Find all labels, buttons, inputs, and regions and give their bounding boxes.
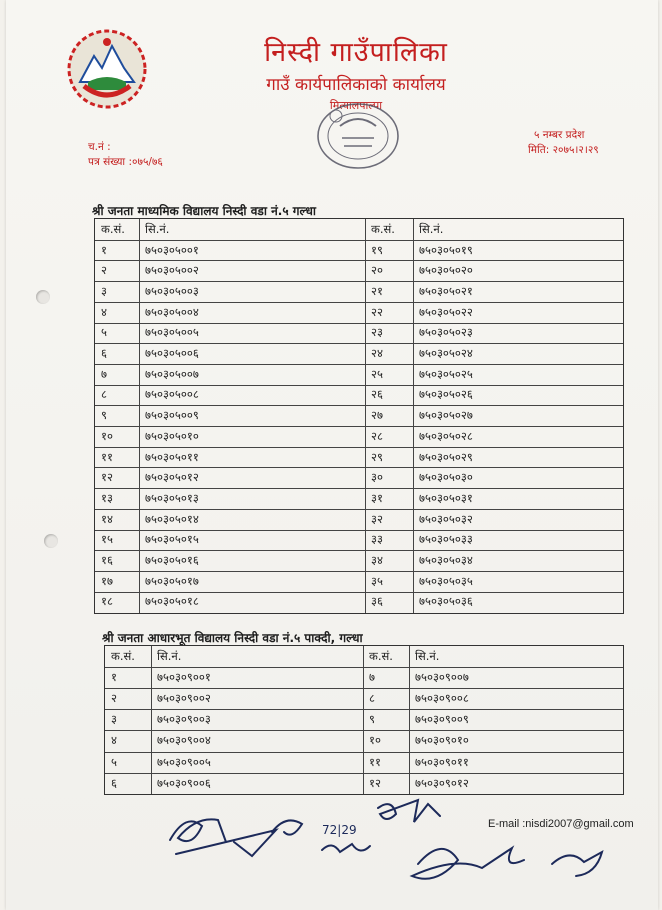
roll-number-cell: ७५०३०९००६ (157, 775, 211, 790)
column-header: सि.नं. (145, 221, 170, 236)
roll-number-cell: ७५०३०५०१६ (145, 553, 199, 568)
serial-cell: १३ (101, 490, 113, 505)
office-subtitle: गाउँ कार्यपालिकाको कार्यालय (266, 75, 446, 95)
roll-number-cell: ७५०३०५०३० (419, 470, 473, 485)
roll-number-cell: ७५०३०५०२८ (419, 428, 473, 443)
roll-number-cell: ७५०३०९००४ (157, 733, 211, 748)
roll-number-cell: ७५०३०५०२७ (419, 408, 473, 423)
serial-cell: ९ (101, 408, 107, 423)
column-divider (409, 646, 410, 794)
column-header: क.सं. (371, 221, 395, 236)
roll-number-cell: ७५०३०५००६ (145, 346, 199, 361)
roll-number-cell: ७५०३०९००५ (157, 754, 211, 769)
roll-number-cell: ७५०३०५०२९ (419, 449, 473, 464)
serial-cell: ३ (101, 283, 107, 298)
serial-cell: ३० (371, 470, 383, 485)
serial-cell: ३६ (371, 594, 383, 609)
table1-title: श्री जनता माध्यमिक विद्यालय निस्दी वडा नं.५ गल्धा (92, 204, 316, 218)
roll-number-cell: ७५०३०५००२ (145, 263, 199, 278)
column-header: सि.नं. (419, 221, 444, 236)
serial-cell: २४ (371, 346, 383, 361)
roll-number-cell: ७५०३०५०३२ (419, 511, 473, 526)
serial-cell: ११ (101, 449, 113, 464)
roll-number-cell: ७५०३०५०२१ (419, 283, 473, 298)
serial-cell: ६ (101, 346, 107, 361)
serial-cell: ६ (111, 775, 117, 790)
serial-cell: १६ (101, 553, 113, 568)
serial-cell: १४ (101, 511, 113, 526)
serial-cell: १२ (369, 775, 381, 790)
roll-number-cell: ७५०३०५०२० (419, 263, 473, 278)
roll-number-cell: ७५०३०५०१९ (419, 242, 473, 257)
table1-school-list (94, 218, 624, 614)
column-divider (365, 219, 366, 613)
table2-title: श्री जनता आधारभूत विद्यालय निस्दी वडा नं.५ पाक्दी, गल्धा (102, 631, 363, 645)
serial-cell: ७ (101, 366, 107, 381)
roll-number-cell: ७५०३०५०३६ (419, 594, 473, 609)
serial-cell: १ (101, 242, 107, 257)
serial-cell: ८ (369, 691, 375, 706)
roll-number-cell: ७५०३०५००७ (145, 366, 199, 381)
roll-number-cell: ७५०३०५०१० (145, 428, 199, 443)
serial-cell: १९ (371, 242, 383, 257)
roll-number-cell: ७५०३०५०२३ (419, 325, 473, 340)
serial-cell: ५ (101, 325, 107, 340)
roll-number-cell: ७५०३०५०३४ (419, 553, 473, 568)
province-label: ५ नम्बर प्रदेश (534, 129, 585, 141)
roll-number-cell: ७५०३०५०२६ (419, 387, 473, 402)
roll-number-cell: ७५०३०५०१८ (145, 594, 199, 609)
roll-number-cell: ७५०३०९००७ (415, 670, 469, 685)
serial-cell: २६ (371, 387, 383, 402)
column-header: क.सं. (369, 649, 393, 664)
serial-cell: २ (101, 263, 107, 278)
nepal-emblem-icon (66, 28, 148, 110)
office-seal-stamp (306, 96, 406, 178)
serial-cell: ११ (369, 754, 381, 769)
serial-cell: ४ (101, 304, 107, 319)
handwritten-date: 72|29 (322, 823, 357, 837)
column-header: सि.नं. (415, 649, 440, 664)
roll-number-cell: ७५०३०५००८ (145, 387, 199, 402)
serial-cell: २९ (371, 449, 383, 464)
office-address: मित्यालपाल्पा (329, 99, 383, 112)
column-divider (413, 219, 414, 613)
roll-number-cell: ७५०३०५०१७ (145, 573, 199, 588)
serial-cell: १८ (101, 594, 113, 609)
punch-hole (36, 290, 50, 304)
serial-cell: १ (111, 670, 117, 685)
roll-number-cell: ७५०३०५००१ (145, 242, 199, 257)
serial-cell: ७ (369, 670, 375, 685)
roll-number-cell: ७५०३०५००४ (145, 304, 199, 319)
serial-cell: २ (111, 691, 117, 706)
table2-school-list (104, 645, 624, 795)
serial-cell: २८ (371, 428, 383, 443)
column-divider (151, 646, 152, 794)
serial-cell: ५ (111, 754, 117, 769)
serial-cell: १० (101, 428, 113, 443)
serial-cell: २१ (371, 283, 383, 298)
serial-cell: ३४ (371, 553, 383, 568)
roll-number-cell: ७५०३०९००८ (415, 691, 469, 706)
roll-number-cell: ७५०३०५०३३ (419, 532, 473, 547)
column-header: क.सं. (111, 649, 135, 664)
serial-cell: १७ (101, 573, 113, 588)
roll-number-cell: ७५०३०९००३ (157, 712, 211, 727)
serial-cell: १० (369, 733, 381, 748)
roll-number-cell: ७५०३०५००५ (145, 325, 199, 340)
roll-number-cell: ७५०३०५०२५ (419, 366, 473, 381)
column-divider (139, 219, 140, 613)
ref-label: च.नं : (88, 141, 111, 153)
roll-number-cell: ७५०३०५००९ (145, 408, 199, 423)
roll-number-cell: ७५०३०५०१२ (145, 470, 199, 485)
serial-cell: १२ (101, 470, 113, 485)
letter-number: पत्र संख्या :०७५/७६ (88, 156, 163, 168)
roll-number-cell: ७५०३०५०११ (145, 449, 199, 464)
serial-cell: ८ (101, 387, 107, 402)
roll-number-cell: ७५०३०५०३५ (419, 573, 473, 588)
column-divider (363, 646, 364, 794)
column-header: क.सं. (101, 221, 125, 236)
roll-number-cell: ७५०३०५०३१ (419, 490, 473, 505)
serial-cell: ३५ (371, 573, 383, 588)
serial-cell: ३ (111, 712, 117, 727)
serial-cell: ३१ (371, 490, 383, 505)
office-email: E-mail :nisdi2007@gmail.com (488, 818, 634, 830)
roll-number-cell: ७५०३०९००१ (157, 670, 211, 685)
roll-number-cell: ७५०३०९००९ (415, 712, 469, 727)
column-header: सि.नं. (157, 649, 182, 664)
roll-number-cell: ७५०३०५०२२ (419, 304, 473, 319)
municipality-title: निस्दी गाउँपालिका (264, 37, 448, 68)
serial-cell: २५ (371, 366, 383, 381)
roll-number-cell: ७५०३०९०१० (415, 733, 469, 748)
serial-cell: ९ (369, 712, 375, 727)
roll-number-cell: ७५०३०९००२ (157, 691, 211, 706)
serial-cell: ४ (111, 733, 117, 748)
serial-cell: २२ (371, 304, 383, 319)
roll-number-cell: ७५०३०५०१३ (145, 490, 199, 505)
serial-cell: ३३ (371, 532, 383, 547)
serial-cell: २३ (371, 325, 383, 340)
roll-number-cell: ७५०३०९०११ (415, 754, 469, 769)
letter-page (6, 0, 658, 910)
roll-number-cell: ७५०३०५००३ (145, 283, 199, 298)
letter-date: मिति: २०७५।२।२९ (528, 144, 599, 156)
serial-cell: २० (371, 263, 383, 278)
roll-number-cell: ७५०३०५०२४ (419, 346, 473, 361)
serial-cell: १५ (101, 532, 113, 547)
roll-number-cell: ७५०३०५०१४ (145, 511, 199, 526)
roll-number-cell: ७५०३०९०१२ (415, 775, 469, 790)
signatures (156, 790, 626, 905)
punch-hole (44, 534, 58, 548)
serial-cell: ३२ (371, 511, 383, 526)
serial-cell: २७ (371, 408, 383, 423)
roll-number-cell: ७५०३०५०१५ (145, 532, 199, 547)
